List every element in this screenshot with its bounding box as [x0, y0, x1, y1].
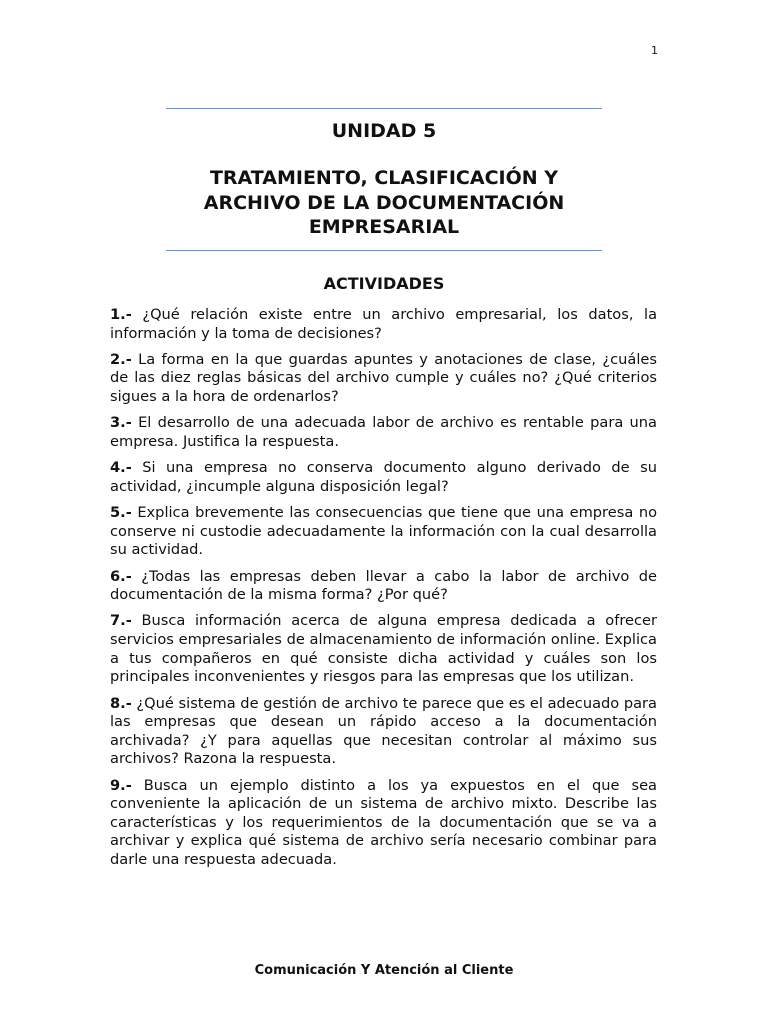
activity-item — [110, 568, 657, 605]
activity-item — [110, 504, 657, 560]
activity-number: 8.- — [110, 694, 132, 712]
activity-item — [110, 459, 657, 496]
activity-item — [110, 351, 657, 407]
activity-text: Busca un ejemplo distinto a los ya expuestos en el que sea conveniente la aplicación de un sistema de archivo mixto. Describe las características y los requerimientos de la documentación que se va a archivar y explica qué sistema de archivo sería necesario combinar para darle una respuesta adecuada. — [110, 776, 657, 868]
activity-item — [110, 695, 657, 769]
activity-number: 3.- — [110, 414, 132, 432]
activity-text: ¿Qué sistema de gestión de archivo te parece que es el adecuado para las empresas que desean un rápido acceso a la documentación archivada? ¿Y para aquellas que necesitan controlar al máximo sus archivos? Razona la respuesta. — [110, 694, 658, 768]
activity-number: 2.- — [110, 350, 132, 368]
activity-item — [110, 306, 657, 343]
activity-text: La forma en la que guardas apuntes y anotaciones de clase, ¿cuáles de las diez reglas básicas del archivo cumple y cuáles no? ¿Qué criterios sigues a la hora de ordenarlos? — [110, 350, 657, 406]
activity-number: 7.- — [110, 612, 132, 630]
page-number: 1 — [651, 44, 658, 57]
section-heading: ACTIVIDADES — [323, 274, 445, 293]
activity-text: ¿Todas las empresas deben llevar a cabo la labor de archivo de documentación de la misma forma? ¿Por qué? — [110, 567, 657, 604]
activity-text: Si una empresa no conserva documento alguno derivado de su actividad, ¿incumple alguna disposición legal? — [110, 459, 657, 495]
document-title: TRATAMIENTO, CLASIFICACIÓN Y ARCHIVO DE LA DOCUMENTACIÓN EMPRESARIAL — [203, 167, 565, 238]
activity-text: Busca información acerca de alguna empresa dedicada a ofrecer servicios empresariales de almacenamiento de información online. Explica a tus compañeros en qué consiste dicha actividad y cuáles son los principales inconvenientes y riesgos para las empresas que los utilizan. — [110, 612, 658, 686]
page-footer: Comunicación Y Atención al Cliente — [254, 963, 514, 978]
activity-number: 5.- — [110, 504, 132, 522]
activity-item — [110, 777, 657, 870]
activity-item — [110, 414, 657, 451]
unit-title: UNIDAD 5 — [331, 120, 437, 142]
activity-text: El desarrollo de una adecuada labor de archivo es rentable para una empresa. Justifica la respuesta. — [110, 414, 658, 450]
activities-list — [110, 306, 657, 877]
activity-number: 4.- — [110, 459, 132, 477]
activity-item — [110, 612, 657, 686]
activity-number: 1.- — [110, 306, 132, 323]
header-bottom-rule — [166, 250, 602, 251]
activity-text: ¿Qué relación existe entre un archivo empresarial, los datos, la información y la toma de decisiones? — [110, 306, 658, 342]
header-top-rule — [166, 108, 602, 109]
activity-number: 9.- — [110, 776, 132, 794]
activity-text: Explica brevemente las consecuencias que tiene que una empresa no conserve ni custodie adecuadamente la información con la cual desarrolla su actividad. — [110, 504, 657, 559]
activity-number: 6.- — [110, 567, 132, 585]
